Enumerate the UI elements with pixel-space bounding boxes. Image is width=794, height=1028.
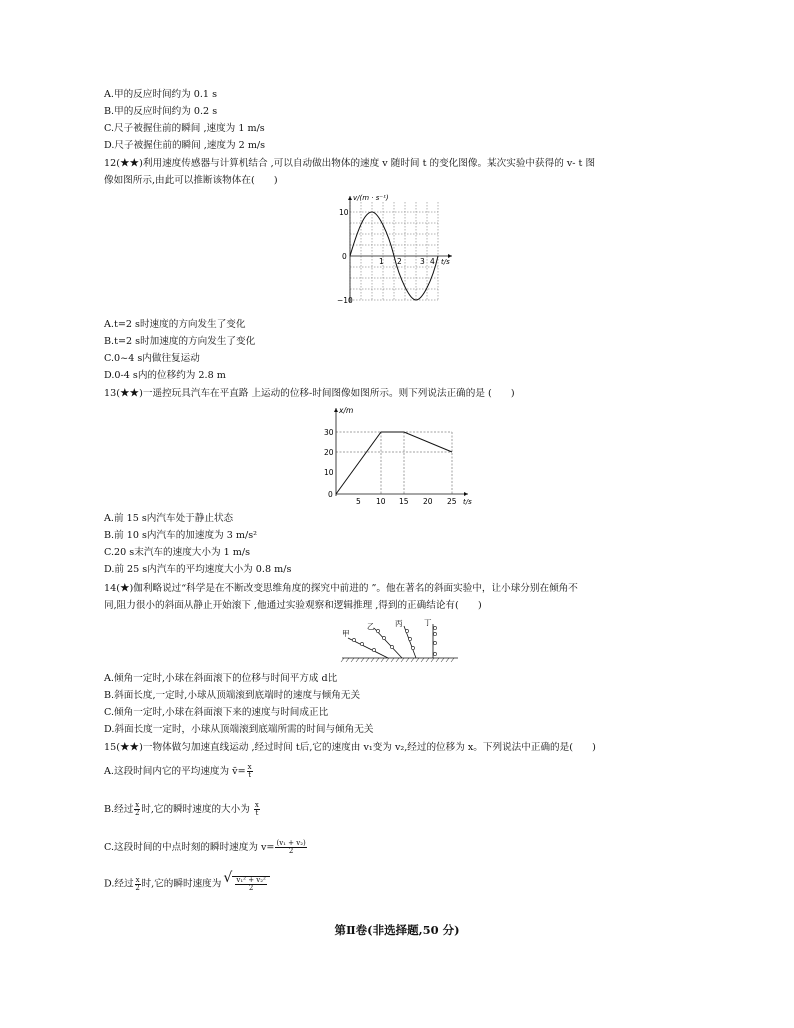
q15-option-b-half-x — [134, 802, 140, 817]
q13-option-d: D.前 25 s内汽车的平均速度大小为 0.8 m/s — [104, 564, 292, 575]
q14-label-ding: 丁 — [424, 618, 432, 627]
frac-den: 2 — [135, 883, 140, 892]
q12-y-label: v/(m · s⁻¹) — [353, 194, 389, 202]
q13-option-b: B.前 10 s内汽车的加速度为 3 m/s² — [104, 530, 257, 541]
q12-option-d: D.0-4 s内的位移约为 2.8 m — [104, 370, 226, 381]
q14-label-bing: 丙 — [395, 619, 403, 628]
q15-option-b — [104, 802, 261, 817]
q14-label-yi: 乙 — [367, 622, 375, 631]
q15-option-a — [104, 764, 254, 779]
q12-vt-graph — [336, 192, 462, 306]
q15-option-d-sqrt — [232, 876, 269, 892]
q15-option-d-half-x — [135, 877, 141, 892]
q15-option-d-prefix: D.经过 — [104, 878, 134, 890]
frac-num: √ v₁² + v₂² — [236, 876, 266, 884]
q12-y-tick-0: 0 — [342, 252, 347, 261]
q13-y-label: x/m — [339, 406, 354, 415]
q15-option-c-prefix: C.这段时间的中点时刻的瞬时速度为 v= — [104, 842, 275, 853]
q15-option-a-vbar: v̄= — [232, 766, 246, 777]
q12-stem-line1: 12(★★)利用速度传感器与计算机结合 ,可以自动做出物体的速度 v 随时间 t 的变化图像。某次实验中获得的 v- t 图 — [104, 158, 596, 169]
q12-x-tick-1: 1 — [379, 257, 384, 266]
q15-option-d-fraction — [235, 877, 266, 892]
q13-y-tick-10: 10 — [324, 468, 334, 477]
q15-option-b-mid: 时,它的瞬时速度的大小为 — [141, 804, 253, 815]
q11-option-b: B.甲的反应时间约为 0.2 s — [104, 106, 218, 117]
q11-option-c: C.尺子被握住前的瞬间 ,速度为 1 m/s — [104, 123, 265, 134]
q15-option-b-fraction — [254, 802, 260, 817]
q12-y-tick-10: 10 — [339, 208, 349, 217]
q13-x-tick-20: 20 — [423, 497, 433, 506]
q14-option-a: A.倾角一定时,小球在斜面滚下的位移与时间平方成 d比 — [104, 673, 338, 684]
q13-y-tick-30: 30 — [324, 428, 334, 437]
frac-den: 2 — [248, 884, 254, 892]
q12-x-label: t/s — [441, 258, 450, 266]
q11-option-d: D.尺子被握住前的瞬间 ,速度为 2 m/s — [104, 140, 266, 151]
q13-option-a: A.前 15 s内汽车处于静止状态 — [104, 513, 234, 524]
frac-num: x — [135, 801, 140, 809]
q12-option-b: B.t=2 s时加速度的方向发生了变化 — [104, 336, 256, 347]
section-title: 第Ⅱ卷(非选择题,50 分) — [334, 923, 460, 937]
q12-y-tick-neg10: −10 — [337, 296, 353, 305]
frac-den: t — [248, 771, 252, 779]
q14-incline-figure — [340, 616, 460, 664]
q13-x-tick-15: 15 — [399, 497, 409, 506]
q14-option-b: B.斜面长度,一定时,小球从顶端滚到底端时的速度与倾角无关 — [104, 690, 361, 701]
q13-x-tick-25: 25 — [447, 497, 457, 506]
q13-stem: 13(★★)一遥控玩具汽车在平直路 上运动的位移-时间图像如图所示。则下列说法正确的是 ( ) — [104, 388, 515, 399]
q14-option-d: D.斜面长度一定时，小球从顶端滚到底端所需的时间与倾角无关 — [104, 724, 374, 735]
q11-option-a: A.甲的反应时间约为 0.1 s — [104, 89, 218, 100]
q15-option-c — [104, 840, 308, 855]
frac-num: (v₁ + v₂) — [276, 839, 306, 847]
q13-displacement-line — [336, 432, 452, 494]
q13-x-tick-5: 5 — [356, 497, 361, 506]
frac-num: x — [247, 763, 252, 771]
frac-den: 2 — [135, 809, 140, 817]
q13-option-c: C.20 s末汽车的速度大小为 1 m/s — [104, 547, 251, 558]
q13-x-tick-10: 10 — [376, 497, 386, 506]
q12-option-a: A.t=2 s时速度的方向发生了变化 — [104, 319, 246, 330]
q15-option-a-fraction — [247, 764, 253, 779]
q15-stem: 15(★★)一物体做匀加速直线运动 ,经过时间 t后,它的速度由 v₁变为 v₂,经过的位移为 x。下列说法中正确的是( ) — [104, 742, 596, 753]
frac-num: x — [135, 875, 140, 884]
q15-option-b-prefix: B.经过 — [104, 804, 134, 815]
q14-option-c: C.倾角一定时,小球在斜面滚下来的速度与时间成正比 — [104, 707, 329, 718]
q12-x-tick-4: 4 — [430, 257, 435, 266]
q12-x-tick-3: 3 — [420, 257, 425, 266]
q13-y-tick-20: 20 — [324, 448, 334, 457]
q14-label-jia: 甲 — [342, 629, 350, 638]
q14-stem-line2: 同,阻力很小的斜面从静止开始滚下 ,他通过实验观察和逻辑推理 ,得到的正确结论有( ) — [104, 600, 482, 611]
q12-stem-line2: 像如图所示,由此可以推断该物体在( ) — [104, 175, 278, 186]
q15-option-c-fraction — [275, 840, 306, 855]
q12-option-c: C.0~4 s内做往复运动 — [104, 353, 200, 364]
frac-den: t — [255, 809, 259, 817]
q15-option-d-mid: 时,它的瞬时速度为 — [141, 878, 225, 890]
q15-option-d — [104, 876, 270, 892]
frac-den: 2 — [288, 847, 294, 855]
q14-stem-line1: 14(★)伽利略说过“科学是在不断改变思维角度的探究中前进的 ”。他在著名的斜面实验中，让小球分别在倾角不 — [104, 583, 578, 594]
q13-xt-graph — [322, 404, 478, 508]
q12-x-tick-2: 2 — [397, 257, 402, 266]
q15-option-a-text: A.这段时间内它的平均速度为 — [104, 766, 233, 777]
q13-y-tick-0: 0 — [328, 490, 333, 499]
frac-num: x — [254, 801, 259, 809]
q13-x-label: t/s — [463, 498, 472, 506]
